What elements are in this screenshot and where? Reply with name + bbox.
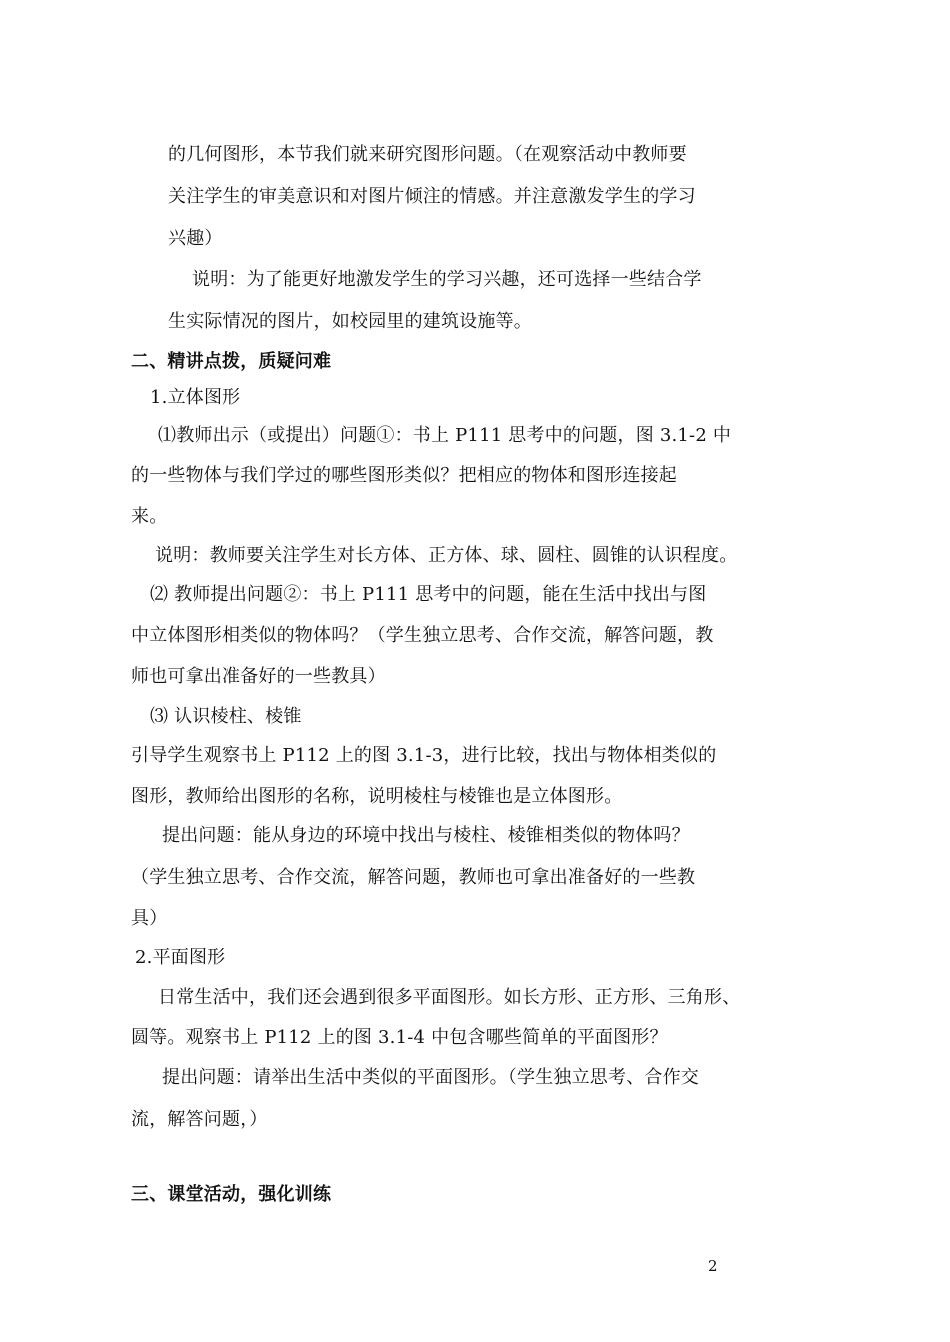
paragraph-line: 关注学生的审美意识和对图片倾注的情感。并注意激发学生的学习 (168, 186, 696, 207)
paragraph-line: 来。 (131, 506, 168, 527)
paragraph-line: 兴趣） (168, 228, 223, 249)
paragraph-line: 说明：教师要关注学生对长方体、正方体、球、圆柱、圆锥的认识程度。 (155, 545, 738, 566)
section-heading-2: 二、精讲点拨，质疑问难 (131, 351, 332, 372)
paragraph-line: 具） (131, 908, 168, 929)
subsection-heading: 1.立体图形 (150, 387, 241, 408)
paragraph-line: 的一些物体与我们学过的哪些图形类似？把相应的物体和图形连接起 (131, 465, 677, 486)
subsection-heading: 2.平面图形 (135, 947, 226, 968)
paragraph-line: 提出问题：能从身边的环境中找出与棱柱、棱锥相类似的物体吗？ (162, 825, 690, 846)
paragraph-line: ⑴教师出示（或提出）问题①：书上 P111 思考中的问题，图 3.1-2 中 (158, 425, 732, 446)
paragraph-line: 生实际情况的图片，如校园里的建筑设施等。 (168, 311, 532, 332)
paragraph-line: 引导学生观察书上 P112 上的图 3.1-3，进行比较，找出与物体相类似的 (131, 745, 717, 766)
paragraph-line: 中立体图形相类似的物体吗？（学生独立思考、合作交流，解答问题，教 (131, 625, 714, 646)
section-heading-3: 三、课堂活动，强化训练 (131, 1184, 332, 1205)
paragraph-line: 师也可拿出准备好的一些教具） (131, 666, 386, 687)
paragraph-line: 流，解答问题，） (131, 1109, 268, 1130)
paragraph-line: 图形，教师给出图形的名称，说明棱柱与棱锥也是立体图形。 (131, 786, 623, 807)
paragraph-line: ⑶ 认识棱柱、棱锥 (150, 706, 302, 727)
paragraph-line: 圆等。观察书上 P112 上的图 3.1-4 中包含哪些简单的平面图形？ (131, 1027, 668, 1048)
paragraph-line: 提出问题：请举出生活中类似的平面图形。（学生独立思考、合作交 (162, 1067, 699, 1088)
page-number: 2 (708, 1257, 718, 1275)
paragraph-line: 说明：为了能更好地激发学生的学习兴趣，还可选择一些结合学 (192, 269, 702, 290)
paragraph-line: 的几何图形，本节我们就来研究图形问题。（在观察活动中教师要 (168, 144, 687, 165)
paragraph-line: 日常生活中，我们还会遇到很多平面图形。如长方形、正方形、三角形、 (158, 987, 741, 1008)
paragraph-line: ⑵ 教师提出问题②：书上 P111 思考中的问题，能在生活中找出与图 (150, 584, 707, 605)
paragraph-line: （学生独立思考、合作交流，解答问题，教师也可拿出准备好的一些教 (131, 867, 696, 888)
